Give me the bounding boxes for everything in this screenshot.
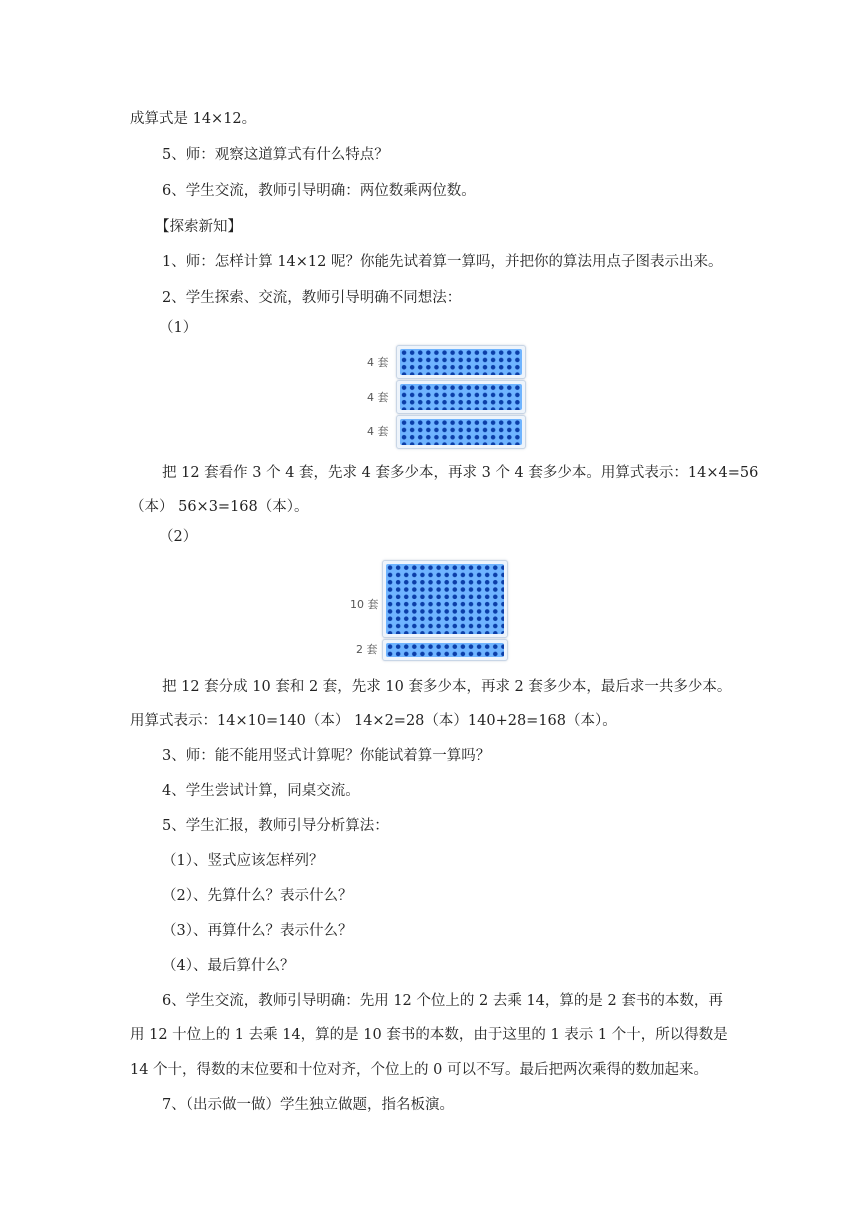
paragraph: 成算式是 14×12。 (130, 111, 257, 127)
section-heading: 【探索新知】 (155, 219, 242, 235)
paragraph: 7、（出示做一做）学生独立做题，指名板演。 (162, 1097, 454, 1113)
set-label: 4 套 (367, 391, 389, 404)
paragraph: （2） (159, 529, 198, 545)
paragraph: （4）、最后算什么？ (162, 958, 295, 974)
paragraph: 把 12 套看作 3 个 4 套，先求 4 套多少本，再求 3 个 4 套多少本。用算式表示：14×4=56 (162, 465, 759, 481)
dot-panel (396, 345, 526, 379)
paragraph: 用算式表示：14×10=140（本） 14×2=28（本）140+28=168（本）。 (130, 713, 617, 729)
paragraph: 2、学生探索、交流，教师引导明确不同想法： (162, 290, 462, 306)
dot-grid (386, 643, 504, 657)
paragraph: 5、学生汇报，教师引导分析算法： (162, 818, 389, 834)
dot-diagram-4-sets (360, 343, 530, 449)
paragraph: 4、学生尝试计算，同桌交流。 (162, 783, 360, 799)
paragraph: 用 12 十位上的 1 去乘 14，算的是 10 套书的本数，由于这里的 1 表示 1 个十，所以得数是 (130, 1027, 728, 1043)
dot-panel (396, 415, 526, 449)
dot-diagram-10-and-2-sets (346, 558, 511, 662)
paragraph: 3、师：能不能用竖式计算呢？你能试着算一算吗？ (162, 748, 491, 764)
paragraph: 5、师：观察这道算式有什么特点？ (162, 147, 389, 163)
set-label: 2 套 (356, 643, 378, 656)
set-label: 10 套 (350, 598, 379, 611)
paragraph: 14 个十，得数的末位要和十位对齐，个位上的 0 可以不写。最后把两次乘得的数加起来。 (130, 1062, 708, 1078)
paragraph: （3）、再算什么？表示什么？ (162, 923, 353, 939)
paragraph: 6、学生交流，教师引导明确：两位数乘两位数。 (162, 183, 476, 199)
paragraph: （本） 56×3=168（本）。 (130, 499, 309, 515)
dot-grid (400, 349, 522, 375)
paragraph: （1）、竖式应该怎样列？ (162, 853, 324, 869)
paragraph: （2）、先算什么？表示什么？ (162, 888, 353, 904)
paragraph: 1、师：怎样计算 14×12 呢？你能先试着算一算吗，并把你的算法用点子图表示出来。 (162, 254, 723, 270)
dot-grid (386, 564, 504, 634)
dot-panel (382, 639, 508, 661)
set-label: 4 套 (367, 425, 389, 438)
dot-grid (400, 419, 522, 445)
paragraph: 6、学生交流，教师引导明确：先用 12 个位上的 2 去乘 14，算的是 2 套书的本数，再 (162, 993, 723, 1009)
dot-grid (400, 384, 522, 410)
paragraph: （1） (159, 320, 198, 336)
dot-panel (382, 560, 508, 638)
dot-panel (396, 380, 526, 414)
set-label: 4 套 (367, 356, 389, 369)
paragraph: 把 12 套分成 10 套和 2 套，先求 10 套多少本，再求 2 套多少本，最后求一共多少本。 (162, 679, 732, 695)
